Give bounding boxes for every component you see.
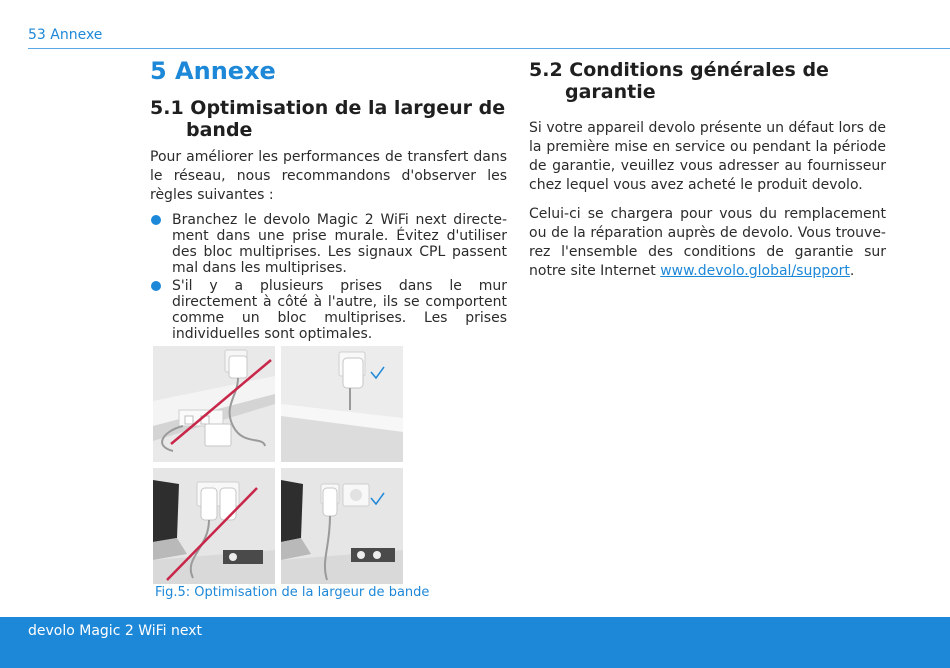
- bullet-text: S'il y a plusieurs prises dans le mur directement à côté à l'autre, ils se comportent comme un bloc multiprises. Les prises individuelles sont optimales.: [172, 278, 507, 342]
- section-2-paragraph-1: Si votre appareil devolo présente un défaut lors de la première mise en service ou pendant la période de garantie, veuillez vous adresser au fournisseur chez lequel vous avez acheté le produit devolo.: [529, 120, 886, 193]
- bullet-item: [150, 278, 507, 342]
- section-1-title-line2: bande: [186, 119, 253, 141]
- page-header-label: 53 Annexe: [28, 27, 103, 43]
- footer-product-name: devolo Magic 2 WiFi next: [28, 623, 203, 639]
- figure-wall-multi-plug-wrong: [153, 346, 275, 462]
- bullet-dot-icon: [151, 215, 161, 225]
- page-footer: [0, 617, 950, 668]
- bullet-text: Branchez le devolo Magic 2 WiFi next directe-ment dans une prise murale. Évitez d'utiliser des bloc multiprises. Les signaux CPL passent mal dans les multiprises.: [172, 212, 507, 276]
- chapter-title: 5 Annexe: [150, 57, 276, 85]
- section-1-title: [150, 97, 515, 141]
- section-2-title-line2: garantie: [565, 81, 656, 103]
- section-2-title-line1: Conditions générales de: [569, 59, 829, 81]
- figure-caption: Fig.5: Optimisation de la largeur de bande: [155, 585, 430, 600]
- section-2-title: [529, 59, 889, 103]
- section-2-paragraph-2: [529, 205, 886, 281]
- section-1-number: 5.1: [150, 97, 184, 119]
- header-rule: [28, 48, 950, 49]
- section-1-intro: Pour améliorer les performances de transfert dans le réseau, nous recommandons d'observer les règles suivantes :: [150, 149, 507, 203]
- paragraph-2-text: Celui-ci se chargera pour vous du remplacement ou de la réparation auprès de devolo. Vous trouve-rez l'ensemble des conditions de garantie sur notre site Internet: [529, 206, 886, 279]
- bullet-dot-icon: [151, 281, 161, 291]
- paragraph-2-end: .: [849, 263, 855, 279]
- bullet-item: [150, 212, 507, 276]
- figure-separate-sockets-ok: [281, 468, 403, 584]
- figure-adjacent-sockets-wrong: [153, 468, 275, 584]
- section-2-number: 5.2: [529, 59, 563, 81]
- support-link[interactable]: www.devolo.global/support: [660, 263, 850, 279]
- section-1-bullet-list: [150, 212, 507, 344]
- section-1-title-line1: Optimisation de la largeur de: [190, 97, 506, 119]
- figure-wall-single-plug-ok: [281, 346, 403, 462]
